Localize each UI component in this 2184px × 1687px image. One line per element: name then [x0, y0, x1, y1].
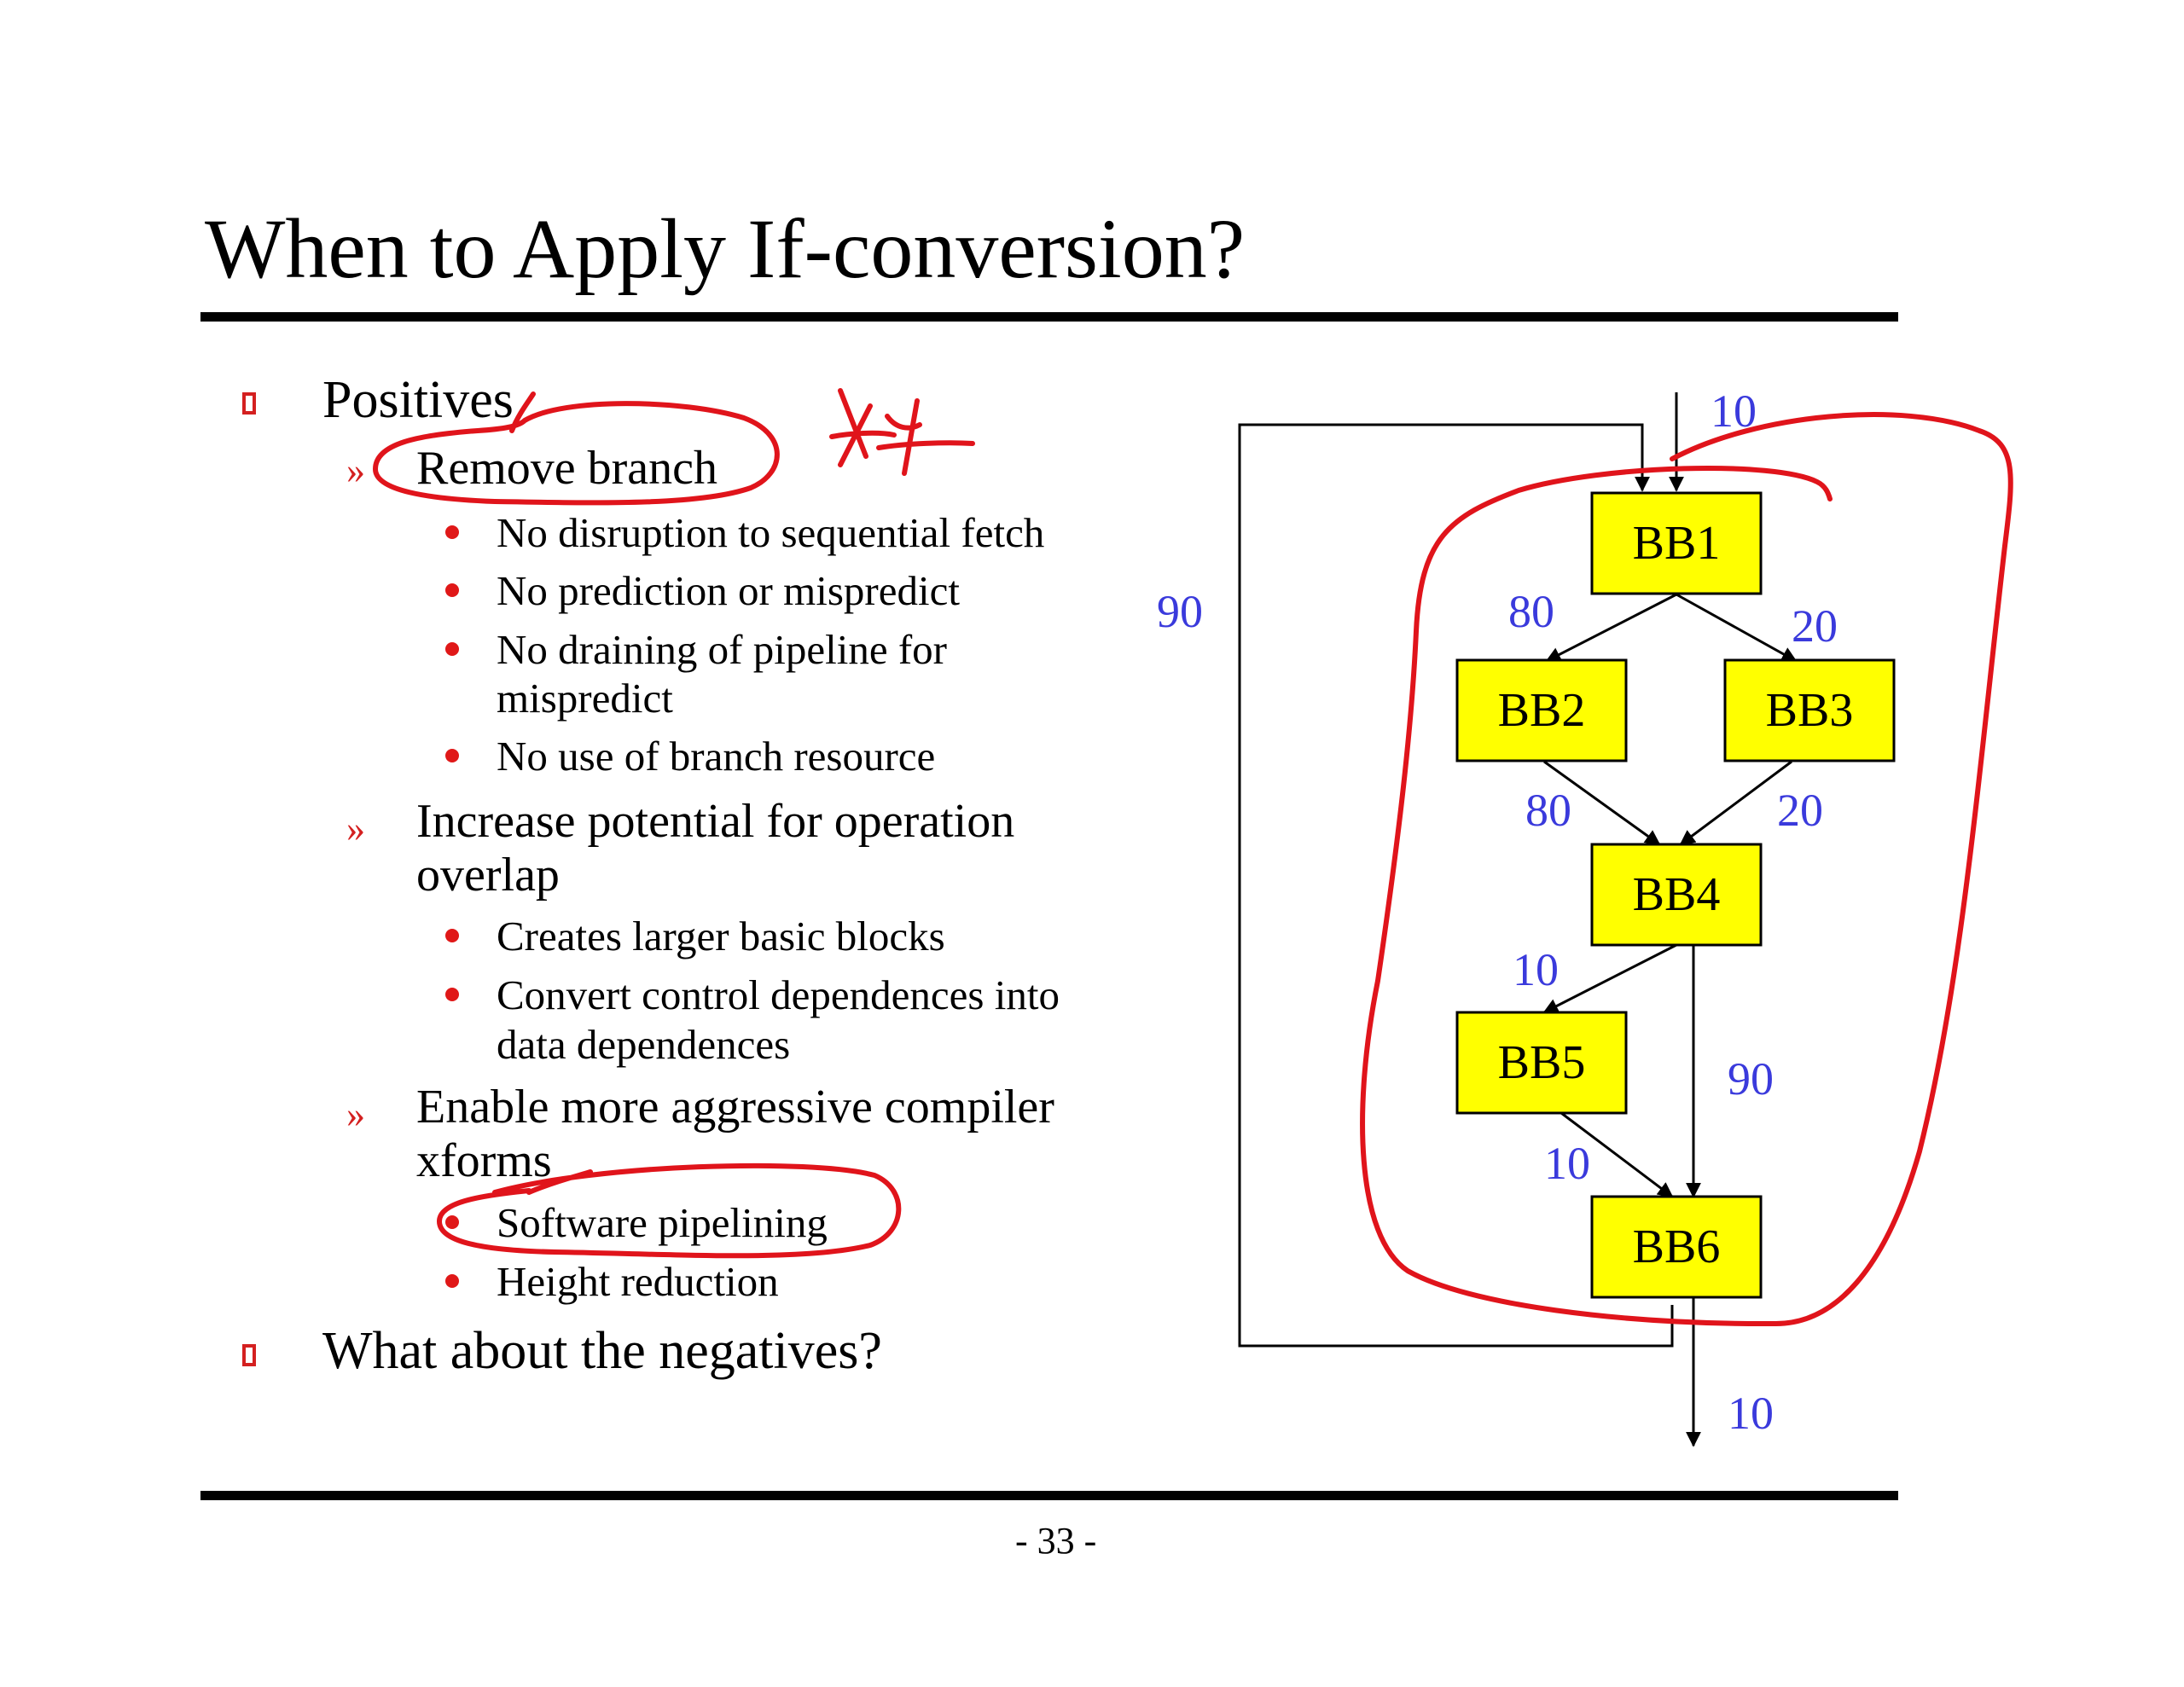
slide-title: When to Apply If-conversion? — [205, 201, 1246, 296]
page-number: - 33 - — [1015, 1520, 1097, 1562]
bullet-positives: Positives — [322, 371, 514, 429]
node-bb5-label: BB5 — [1497, 1036, 1586, 1089]
double-chevron-icon: » — [346, 449, 365, 491]
edge-label-entry: 10 — [1711, 386, 1757, 437]
edge-label-bb1-bb2: 80 — [1508, 586, 1554, 637]
bullet-increase-line1: Increase potential for operation — [416, 795, 1015, 848]
edge-label-bb1-bb3: 20 — [1792, 600, 1838, 652]
bullet-negatives: What about the negatives? — [322, 1322, 882, 1380]
bullet-no-disruption: No disruption to sequential fetch — [497, 509, 1045, 556]
footer-rule — [200, 1491, 1898, 1500]
bullet-no-prediction: No prediction or mispredict — [497, 567, 960, 614]
bullet-increase-line2: overlap — [416, 849, 560, 901]
ink-scribble-note — [832, 391, 973, 473]
double-chevron-icon: » — [346, 808, 365, 849]
node-bb4-label: BB4 — [1632, 868, 1721, 921]
bullet-convert-line2: data dependences — [497, 1021, 791, 1068]
edge-label-bb3-bb4: 20 — [1777, 785, 1823, 836]
bullet-software-pipelining: Software pipelining — [497, 1199, 828, 1246]
double-chevron-icon: » — [346, 1093, 365, 1135]
bullet-larger-blocks: Creates larger basic blocks — [497, 913, 945, 959]
ink-loop-around-cfg — [1362, 415, 2011, 1324]
ink-circle-remove-branch — [375, 394, 777, 502]
node-bb3-label: BB3 — [1765, 684, 1854, 737]
bullet-no-draining-line1: No draining of pipeline for — [497, 626, 947, 673]
bullet-height-reduction: Height reduction — [497, 1258, 779, 1305]
edge-label-exit: 10 — [1728, 1388, 1774, 1439]
bullet-no-branch-resource: No use of branch resource — [497, 733, 936, 780]
node-bb2-label: BB2 — [1497, 684, 1586, 737]
bullet-convert-line1: Convert control dependences into — [497, 971, 1060, 1018]
edge-label-bb2-bb4: 80 — [1525, 785, 1571, 836]
ink-circle-software-pipelining — [439, 1166, 898, 1255]
edge-label-bb4-bb5: 10 — [1513, 944, 1559, 995]
bullet-enable-line1: Enable more aggressive compiler — [416, 1081, 1054, 1133]
edge-label-bb5-bb6: 10 — [1544, 1138, 1590, 1189]
node-bb6-label: BB6 — [1632, 1220, 1721, 1273]
node-bb1-label: BB1 — [1632, 517, 1721, 570]
bullet-no-draining-line2: mispredict — [497, 675, 673, 722]
edge-label-loop-back: 90 — [1157, 586, 1203, 637]
edge-label-bb4-bb6: 90 — [1728, 1053, 1774, 1104]
bullet-remove-branch: Remove branch — [416, 442, 717, 495]
bullet-enable-line2: xforms — [416, 1134, 552, 1187]
